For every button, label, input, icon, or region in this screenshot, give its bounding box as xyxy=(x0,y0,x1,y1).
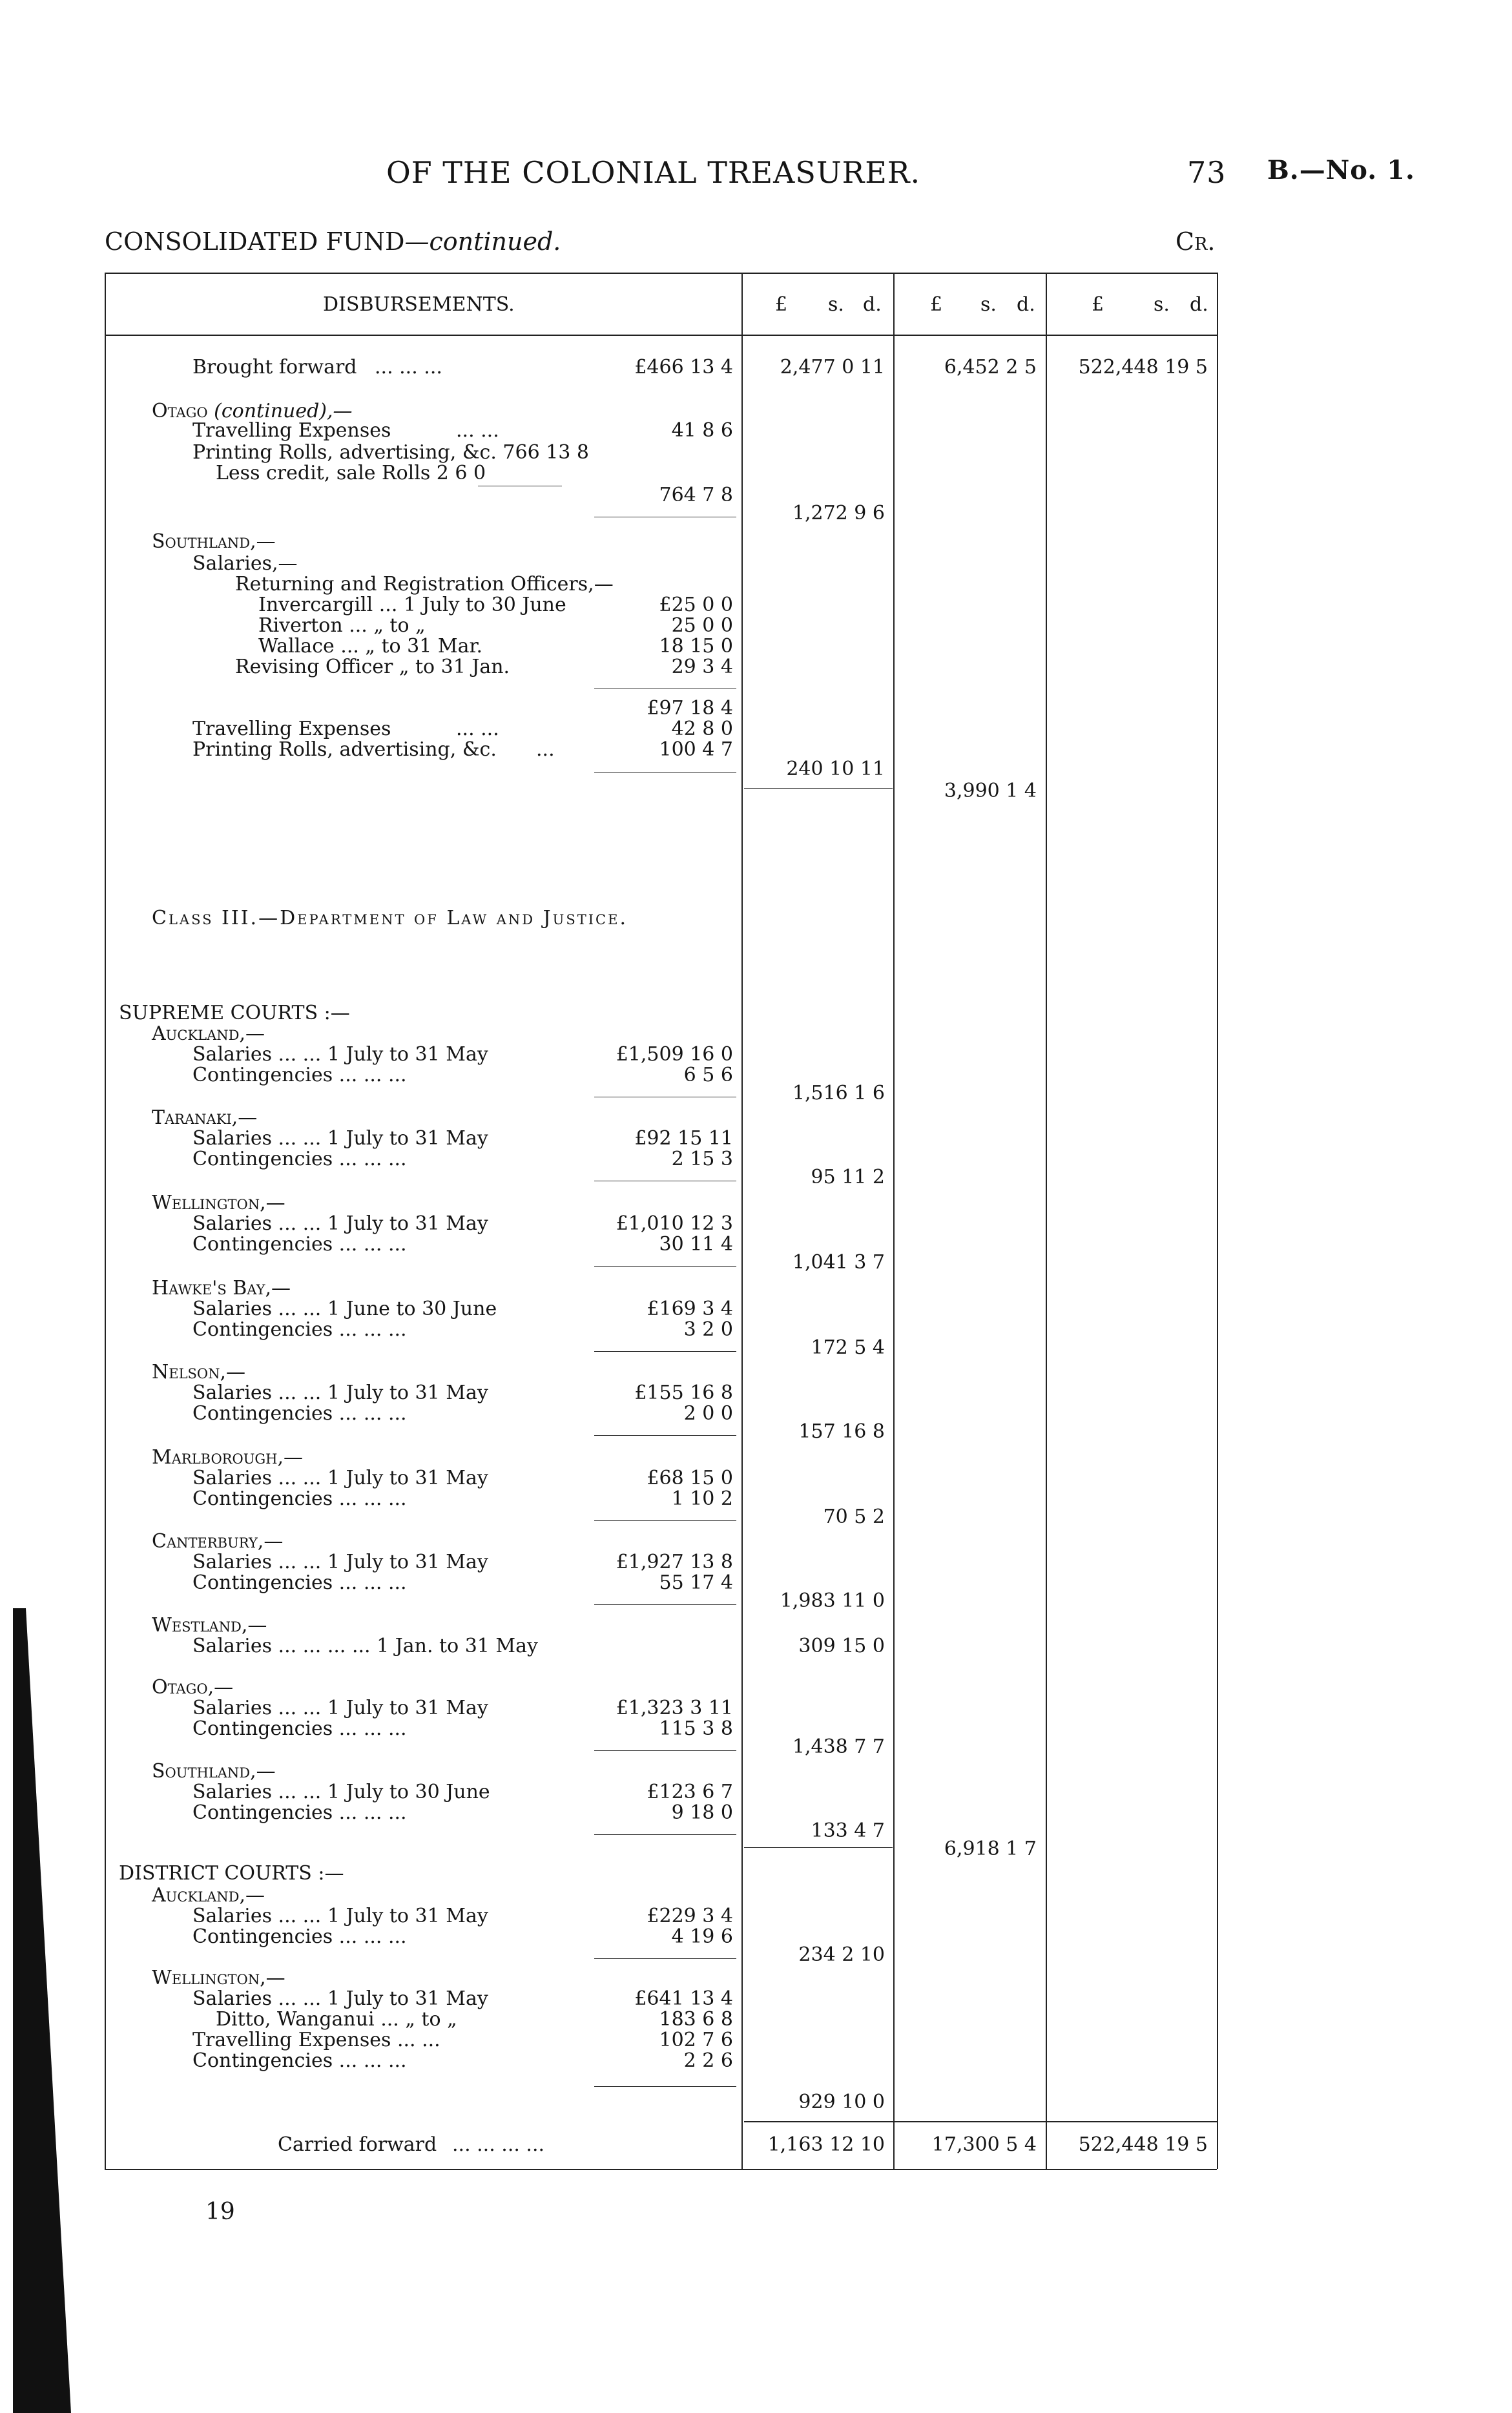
fund-continued: —continued. xyxy=(404,227,561,256)
subtotal-rule xyxy=(594,1266,736,1267)
salaries-label: Salaries ... ... 1 July to 31 May xyxy=(192,1697,488,1719)
salaries-label: Salaries ... ... 1 July to 31 May xyxy=(192,1467,488,1489)
amount: 102 7 6 xyxy=(659,2029,733,2051)
court-name: Marlborough,— xyxy=(152,1446,304,1469)
row-label: Brought forward xyxy=(192,356,357,378)
amount: 133 4 7 xyxy=(811,1819,885,1842)
row-label: Invercargill ... 1 July to 30 June xyxy=(258,594,566,616)
row-label: Travelling Expenses xyxy=(192,419,391,442)
contingencies-label: Contingencies ... ... ... xyxy=(192,1717,407,1740)
subtotal-rule xyxy=(594,1520,736,1521)
contingencies-label: Contingencies ... ... ... xyxy=(192,1801,407,1824)
contingencies-label: Contingencies ... ... ... xyxy=(192,1233,407,1256)
class-heading: Class III.—Department of Law and Justice. xyxy=(152,907,628,929)
amount: 157 16 8 xyxy=(798,1420,885,1443)
row-label: Returning and Registration Officers,— xyxy=(235,573,614,595)
amount: 70 5 2 xyxy=(823,1506,885,1528)
contingencies-label: Contingencies ... ... ... xyxy=(192,1064,407,1086)
court-name: Wellington,— xyxy=(152,1192,285,1214)
leader-dots: ... ... ... ... xyxy=(452,2133,545,2156)
amount: £25 0 0 xyxy=(659,594,733,616)
pounds-header: £ xyxy=(930,293,943,316)
amount: £68 15 0 xyxy=(647,1467,733,1489)
pence-header: d. xyxy=(1017,293,1035,316)
amount: £123 6 7 xyxy=(647,1781,733,1803)
amount: 764 7 8 xyxy=(659,484,733,506)
court-name: Southland,— xyxy=(152,1760,276,1783)
column-divider-2 xyxy=(893,273,895,2169)
row-label: Printing Rolls, advertising, &c. 766 13 8 xyxy=(192,441,590,464)
amount: £155 16 8 xyxy=(634,1382,733,1404)
contingencies-label: Contingencies ... ... ... xyxy=(192,2049,407,2072)
subtotal-rule xyxy=(594,1435,736,1436)
row-label: Riverton ... „ to „ xyxy=(258,614,426,637)
amount: 17,300 5 4 xyxy=(931,2133,1037,2156)
amount: £1,323 3 11 xyxy=(616,1697,733,1719)
salaries-label: Salaries ... ... 1 July to 31 May xyxy=(192,1382,488,1404)
row-label: Carried forward xyxy=(278,2133,437,2156)
amount: 522,448 19 5 xyxy=(1078,2133,1208,2156)
amount: 2 15 3 xyxy=(671,1148,733,1170)
salaries-label: Salaries ... ... 1 July to 31 May xyxy=(192,1212,488,1235)
amount: 309 15 0 xyxy=(798,1635,885,1657)
court-name: Nelson,— xyxy=(152,1361,246,1383)
court-name: Auckland,— xyxy=(152,1884,265,1907)
amount: 6,452 2 5 xyxy=(944,356,1037,378)
amount: 4 19 6 xyxy=(671,1925,733,1948)
amount: 1 10 2 xyxy=(671,1487,733,1510)
credit-side-label: Cr. xyxy=(1175,227,1216,256)
court-name: Wellington,— xyxy=(152,1967,285,1989)
amount: 1,438 7 7 xyxy=(792,1735,885,1758)
salaries-label: Salaries ... ... ... ... 1 Jan. to 31 May xyxy=(192,1635,538,1657)
amount: 240 10 11 xyxy=(786,758,885,780)
amount: £169 3 4 xyxy=(647,1298,733,1320)
amount: £92 15 11 xyxy=(634,1127,733,1150)
salaries-label: Salaries ... ... 1 July to 31 May xyxy=(192,1551,488,1573)
court-name: Hawke's Bay,— xyxy=(152,1277,291,1300)
subtotal-rule xyxy=(594,1834,736,1835)
scan-edge-shadow xyxy=(0,1608,71,2413)
salaries-label: Salaries ... ... 1 July to 31 May xyxy=(192,1127,488,1150)
section-heading: Southland,— xyxy=(152,530,276,553)
amount: 2 0 0 xyxy=(683,1402,733,1425)
disbursements-column-title: DISBURSEMENTS. xyxy=(323,293,515,316)
contingencies-label: Contingencies ... ... ... xyxy=(192,1925,407,1948)
amount: 42 8 0 xyxy=(671,718,733,740)
subtotal-rule xyxy=(594,1351,736,1352)
contingencies-label: Contingencies ... ... ... xyxy=(192,1487,407,1510)
table-header-rule xyxy=(105,335,1217,336)
amount: 522,448 19 5 xyxy=(1078,356,1208,378)
shillings-header: s. xyxy=(1154,293,1170,316)
salaries-label: Salaries ... ... 1 July to 31 May xyxy=(192,1987,488,2010)
amount: £229 3 4 xyxy=(647,1905,733,1927)
row-label: Salaries,— xyxy=(192,552,298,575)
amount: 41 8 6 xyxy=(671,419,733,442)
pounds-header: £ xyxy=(775,293,788,316)
amount: 234 2 10 xyxy=(798,1943,885,1966)
subtotal-rule xyxy=(594,2086,736,2087)
amount: £1,509 16 0 xyxy=(616,1043,733,1066)
shillings-header: s. xyxy=(980,293,997,316)
amount: 2,477 0 11 xyxy=(780,356,885,378)
amount: 2 2 6 xyxy=(683,2049,733,2072)
amount: 29 3 4 xyxy=(671,656,733,678)
amount: 115 3 8 xyxy=(659,1717,733,1740)
subtotal-rule xyxy=(744,788,893,789)
carried-forward-rule xyxy=(744,2121,1217,2122)
row-label: Less credit, sale Rolls 2 6 0 xyxy=(216,462,486,484)
row-label: Wallace ... „ to 31 Mar. xyxy=(258,635,483,658)
subtotal-rule xyxy=(594,1604,736,1605)
amount: 929 10 0 xyxy=(798,2091,885,2113)
district-courts-heading: DISTRICT COURTS :— xyxy=(119,1862,344,1885)
amount: £466 13 4 xyxy=(634,356,733,378)
row-label: Printing Rolls, advertising, &c. xyxy=(192,738,497,761)
fund-heading xyxy=(105,227,561,256)
district-name: Otago xyxy=(152,400,208,422)
amount: £1,010 12 3 xyxy=(616,1212,733,1235)
pence-header: d. xyxy=(863,293,882,316)
continued-note: (continued),— xyxy=(214,400,353,422)
amount: 183 6 8 xyxy=(659,2008,733,2031)
amount: 55 17 4 xyxy=(659,1571,733,1594)
amount: 1,983 11 0 xyxy=(780,1590,885,1612)
amount: 6 5 6 xyxy=(683,1064,733,1086)
supreme-courts-heading: SUPREME COURTS :— xyxy=(119,1002,350,1024)
page-number: 73 xyxy=(1187,155,1227,190)
pence-header: d. xyxy=(1190,293,1208,316)
amount: £97 18 4 xyxy=(647,697,733,720)
column-divider-3 xyxy=(1046,273,1047,2169)
salaries-label: Salaries ... ... 1 July to 30 June xyxy=(192,1781,490,1803)
subtotal-rule xyxy=(744,1847,893,1848)
amount: 1,516 1 6 xyxy=(792,1082,885,1104)
leader-dots: ... xyxy=(536,738,555,761)
contingencies-label: Contingencies ... ... ... xyxy=(192,1402,407,1425)
leader-dots: ... ... xyxy=(456,419,499,442)
amount: 25 0 0 xyxy=(671,614,733,637)
court-name: Canterbury,— xyxy=(152,1530,284,1553)
leader-dots: ... ... ... xyxy=(375,356,442,378)
subtotal-rule xyxy=(594,1750,736,1751)
document-reference: B.—No. 1. xyxy=(1267,155,1415,185)
amount: 18 15 0 xyxy=(659,635,733,658)
amount: 30 11 4 xyxy=(659,1233,733,1256)
amount: 100 4 7 xyxy=(659,738,733,761)
amount: 9 18 0 xyxy=(671,1801,733,1824)
contingencies-label: Contingencies ... ... ... xyxy=(192,1318,407,1341)
salaries-label: Salaries ... ... 1 July to 31 May xyxy=(192,1905,488,1927)
table-top-rule xyxy=(105,273,1217,274)
leader-dots: ... ... xyxy=(456,718,499,740)
amount: 6,918 1 7 xyxy=(944,1838,1037,1860)
amount: 3 2 0 xyxy=(683,1318,733,1341)
amount: 95 11 2 xyxy=(811,1166,885,1188)
travelling-label: Travelling Expenses ... ... xyxy=(192,2029,440,2051)
salaries-label: Salaries ... ... 1 July to 31 May xyxy=(192,1043,488,1066)
amount: 3,990 1 4 xyxy=(944,780,1037,802)
court-name: Otago,— xyxy=(152,1676,234,1699)
row-label: Travelling Expenses xyxy=(192,718,391,740)
table-bottom-rule xyxy=(105,2169,1217,2170)
salaries-label: Salaries ... ... 1 June to 30 June xyxy=(192,1298,497,1320)
amount: £641 13 4 xyxy=(634,1987,733,2010)
subtotal-rule xyxy=(594,772,736,773)
page-title: OF THE COLONIAL TREASURER. xyxy=(386,155,921,190)
court-name: Westland,— xyxy=(152,1614,267,1637)
sheet-number: 19 xyxy=(205,2199,235,2225)
contingencies-label: Contingencies ... ... ... xyxy=(192,1148,407,1170)
subtotal-rule xyxy=(594,1958,736,1959)
table-right-border xyxy=(1217,273,1218,2169)
column-divider-1 xyxy=(741,273,743,2169)
court-name: Taranaki,— xyxy=(152,1106,258,1129)
amount: 1,041 3 7 xyxy=(792,1251,885,1274)
amount: 172 5 4 xyxy=(811,1336,885,1359)
amount: 1,272 9 6 xyxy=(792,502,885,524)
court-name: Auckland,— xyxy=(152,1022,265,1045)
amount: £1,927 13 8 xyxy=(616,1551,733,1573)
contingencies-label: Contingencies ... ... ... xyxy=(192,1571,407,1594)
row-label: Revising Officer „ to 31 Jan. xyxy=(235,656,510,678)
wanganui-label: Ditto, Wanganui ... „ to „ xyxy=(216,2008,457,2031)
pounds-header: £ xyxy=(1092,293,1104,316)
shillings-header: s. xyxy=(828,293,844,316)
amount: 1,163 12 10 xyxy=(767,2133,885,2156)
table-left-border xyxy=(105,273,106,2169)
fund-name: CONSOLIDATED FUND xyxy=(105,227,405,256)
